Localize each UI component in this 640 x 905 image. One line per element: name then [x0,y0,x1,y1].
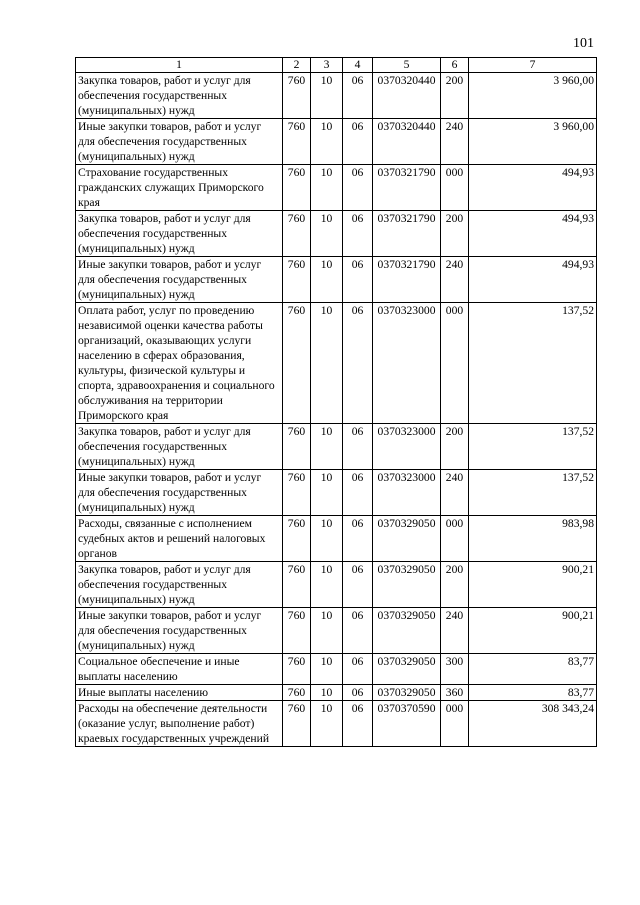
row-sum-cell: 983,98 [469,516,597,562]
row-code-3-cell: 10 [311,424,343,470]
row-sum-cell: 137,52 [469,303,597,424]
row-code-6-cell: 300 [441,654,469,685]
row-code-3-cell: 10 [311,119,343,165]
row-code-3-cell: 10 [311,257,343,303]
row-code-5-cell: 0370329050 [373,516,441,562]
row-code-3-cell: 10 [311,516,343,562]
row-code-4-cell: 06 [343,701,373,747]
table-row [76,119,597,165]
table-row [76,608,597,654]
row-name-cell: Закупка товаров, работ и услуг для обеспечения государственных (муниципальных) нужд [76,424,283,470]
row-code-2-cell: 760 [283,257,311,303]
row-name-cell: Закупка товаров, работ и услуг для обеспечения государственных (муниципальных) нужд [76,73,283,119]
row-code-5-cell: 0370323000 [373,424,441,470]
row-code-4-cell: 06 [343,685,373,701]
row-code-6-cell: 200 [441,73,469,119]
row-code-5-cell: 0370329050 [373,685,441,701]
row-code-3-cell: 10 [311,608,343,654]
header-row [76,58,597,73]
table-row [76,257,597,303]
table-row [76,73,597,119]
header-cell-5: 5 [373,58,441,73]
table-row [76,562,597,608]
row-code-2-cell: 760 [283,685,311,701]
row-name-cell: Расходы на обеспечение деятельности (оказание услуг, выполнение работ) краевых государственных учреждений [76,701,283,747]
row-code-4-cell: 06 [343,211,373,257]
table-row [76,685,597,701]
table-row [76,165,597,211]
row-sum-cell: 83,77 [469,685,597,701]
row-code-5-cell: 0370321790 [373,211,441,257]
row-code-6-cell: 240 [441,608,469,654]
header-cell-4: 4 [343,58,373,73]
table-row [76,654,597,685]
row-code-4-cell: 06 [343,516,373,562]
row-code-6-cell: 000 [441,701,469,747]
row-sum-cell: 494,93 [469,165,597,211]
row-code-5-cell: 0370321790 [373,165,441,211]
header-cell-2: 2 [283,58,311,73]
row-code-3-cell: 10 [311,701,343,747]
header-cell-6: 6 [441,58,469,73]
row-code-6-cell: 200 [441,562,469,608]
page-number: 101 [573,36,594,51]
row-code-3-cell: 10 [311,303,343,424]
row-code-2-cell: 760 [283,73,311,119]
row-code-4-cell: 06 [343,73,373,119]
row-code-5-cell: 0370323000 [373,303,441,424]
row-code-3-cell: 10 [311,685,343,701]
row-code-5-cell: 0370370590 [373,701,441,747]
row-name-cell: Иные закупки товаров, работ и услуг для обеспечения государственных (муниципальных) нужд [76,608,283,654]
row-sum-cell: 3 960,00 [469,119,597,165]
row-code-2-cell: 760 [283,211,311,257]
row-code-5-cell: 0370321790 [373,257,441,303]
row-code-2-cell: 760 [283,303,311,424]
row-code-6-cell: 000 [441,165,469,211]
row-sum-cell: 137,52 [469,424,597,470]
row-code-4-cell: 06 [343,424,373,470]
row-code-2-cell: 760 [283,424,311,470]
header-cell-3: 3 [311,58,343,73]
row-code-3-cell: 10 [311,654,343,685]
row-code-2-cell: 760 [283,470,311,516]
row-sum-cell: 494,93 [469,257,597,303]
row-name-cell: Иные закупки товаров, работ и услуг для обеспечения государственных (муниципальных) нужд [76,470,283,516]
row-code-5-cell: 0370329050 [373,562,441,608]
row-code-2-cell: 760 [283,562,311,608]
row-code-3-cell: 10 [311,562,343,608]
table-row [76,424,597,470]
row-code-3-cell: 10 [311,470,343,516]
row-code-5-cell: 0370323000 [373,470,441,516]
row-code-6-cell: 200 [441,424,469,470]
row-code-6-cell: 240 [441,470,469,516]
row-code-5-cell: 0370320440 [373,119,441,165]
row-code-5-cell: 0370329050 [373,608,441,654]
table-body [76,73,597,747]
table-row [76,470,597,516]
row-sum-cell: 3 960,00 [469,73,597,119]
row-sum-cell: 137,52 [469,470,597,516]
row-code-6-cell: 200 [441,211,469,257]
row-code-2-cell: 760 [283,654,311,685]
row-code-2-cell: 760 [283,119,311,165]
row-name-cell: Иные закупки товаров, работ и услуг для обеспечения государственных (муниципальных) нужд [76,119,283,165]
table-row [76,211,597,257]
row-code-2-cell: 760 [283,165,311,211]
row-code-2-cell: 760 [283,516,311,562]
row-code-3-cell: 10 [311,165,343,211]
row-code-3-cell: 10 [311,211,343,257]
row-name-cell: Социальное обеспечение и иные выплаты населению [76,654,283,685]
row-code-4-cell: 06 [343,654,373,685]
row-code-2-cell: 760 [283,608,311,654]
row-name-cell: Иные закупки товаров, работ и услуг для обеспечения государственных (муниципальных) нужд [76,257,283,303]
row-name-cell: Закупка товаров, работ и услуг для обеспечения государственных (муниципальных) нужд [76,211,283,257]
row-code-6-cell: 240 [441,257,469,303]
row-code-4-cell: 06 [343,119,373,165]
row-code-5-cell: 0370320440 [373,73,441,119]
row-code-4-cell: 06 [343,608,373,654]
row-code-4-cell: 06 [343,165,373,211]
row-sum-cell: 900,21 [469,608,597,654]
row-code-3-cell: 10 [311,73,343,119]
row-name-cell: Иные выплаты населению [76,685,283,701]
table-row [76,701,597,747]
row-sum-cell: 494,93 [469,211,597,257]
row-code-4-cell: 06 [343,470,373,516]
table-row [76,303,597,424]
row-code-6-cell: 000 [441,516,469,562]
row-sum-cell: 83,77 [469,654,597,685]
row-name-cell: Оплата работ, услуг по проведению независимой оценки качества работы организаций, оказывающих услуги населению в сферах образования, культуры, физической культуры и спорта, здравоохранения и социального обслуживания на территории Приморского края [76,303,283,424]
row-sum-cell: 900,21 [469,562,597,608]
header-cell-1: 1 [76,58,283,73]
row-sum-cell: 308 343,24 [469,701,597,747]
row-code-6-cell: 000 [441,303,469,424]
table-row [76,516,597,562]
row-code-4-cell: 06 [343,562,373,608]
row-name-cell: Закупка товаров, работ и услуг для обеспечения государственных (муниципальных) нужд [76,562,283,608]
row-code-4-cell: 06 [343,303,373,424]
row-code-4-cell: 06 [343,257,373,303]
row-name-cell: Страхование государственных гражданских служащих Приморского края [76,165,283,211]
budget-table [75,57,597,747]
row-code-6-cell: 360 [441,685,469,701]
header-cell-7: 7 [469,58,597,73]
row-code-5-cell: 0370329050 [373,654,441,685]
row-code-2-cell: 760 [283,701,311,747]
row-code-6-cell: 240 [441,119,469,165]
row-name-cell: Расходы, связанные с исполнением судебных актов и решений налоговых органов [76,516,283,562]
